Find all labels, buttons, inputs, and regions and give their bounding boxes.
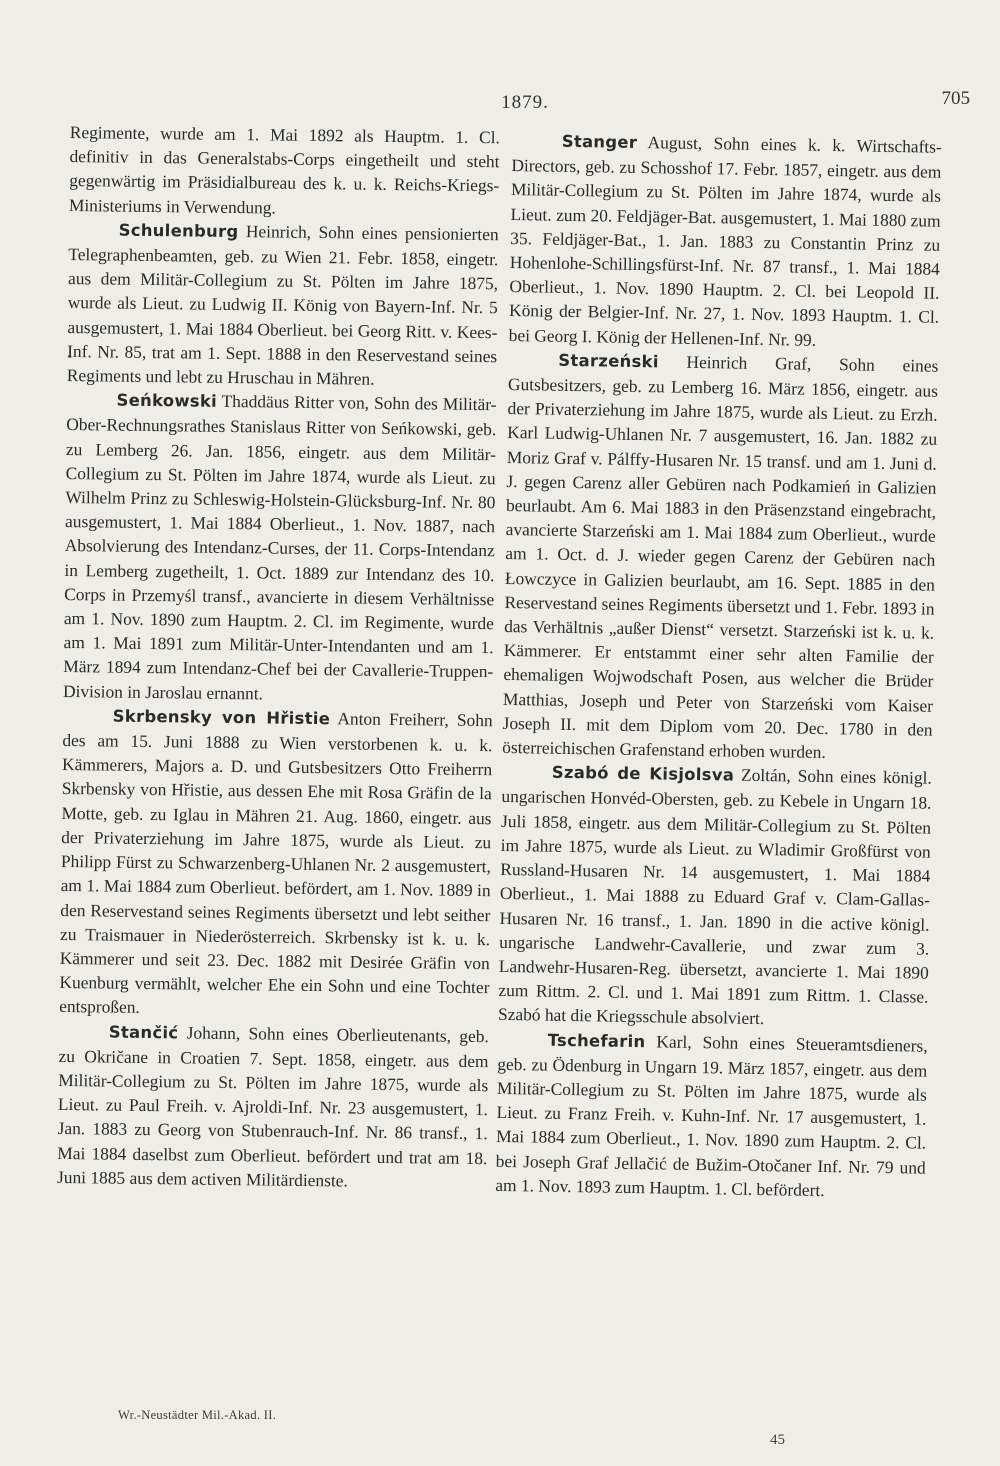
left-column: [57, 120, 500, 1194]
biography-entry-skrbensky: [59, 703, 493, 1024]
entry-name: Skrbensky von Hřistie: [112, 706, 331, 729]
entry-name: Starzeński: [558, 350, 659, 372]
printer-signature: Wr.-Neustädter Mil.-Akad. II.: [118, 1408, 277, 1422]
entry-text: August, Sohn eines k. k. Wirtschafts-Directors, geb. zu Schosshof 17. Febr. 1857, eingetr. aus dem Militär-Collegium zu St. Pölten im Jahre 1874, wurde als Lieut. zum 20. Feldjäger-Bat. ausgemustert, 1. Mai 1880 zum 35. Feldjäger-Bat., 1. Jan. 1883 zu Constantin Prinz zu Hohenlohe-Schillingsfürst-Inf. Nr. 87 transf., 1. Mai 1884 Oberlieut., 1. Nov. 1890 Hauptm. 2. Cl. bei Leopold II. König der Belgier-Inf. Nr. 27, 1. Nov. 1893 Hauptm. 1. Cl. bei Georg I. König der Hellenen-Inf. Nr. 99.: [508, 132, 942, 350]
entry-text: Thaddäus Ritter von, Sohn des Militär-Ober-Rechnungsrathes Stanislaus Ritter von Seńkowski, geb. zu Lemberg 26. Jan. 1856, eingetr. aus dem Militär-Collegium zu St. Pölten im Jahre 1874, wurde als Lieut. zu Wilhelm Prinz zu Schleswig-Holstein-Glücksburg-Inf. Nr. 80 ausgemustert, 1. Mai 1884 Oberlieut., 1. Nov. 1887, nach Absolvierung des Intendanz-Curses, der 11. Corps-Intendanz in Lemberg zugetheilt, 1. Oct. 1889 zur Intendanz des 10. Corps in Przemyśl transf., avancierte in diesem Verhältnisse am 1. Nov. 1890 zum Hauptm. 2. Cl. im Regimente, wurde am 1. Mai 1891 zum Militär-Unter-Intendanten und am 1. März 1894 zum Intendanz-Chef bei der Cavallerie-Truppen-Division in Jaroslau ernannt.: [62, 391, 497, 704]
entry-text: Johann, Sohn eines Oberlieutenants, geb. zu Okričane in Croatien 7. Sept. 1858, eingetr. aus dem Militär-Collegium zu St. Pölten im Jahre 1875, wurde als Lieut. zu Paul Freih. v. Ajroldi-Inf. Nr. 23 ausgemustert, 1. Jan. 1883 zu Georg von Stubenrauch-Inf. Nr. 86 transf., 1. Mai 1884 daselbst zum Oberlieut. befördert und trat am 18. Juni 1885 aus dem activen Militärdienste.: [56, 1022, 489, 1191]
biography-entry-szabo: [498, 759, 932, 1033]
biography-entry-tschefarin: [495, 1026, 928, 1203]
entry-text: Heinrich Graf, Sohn eines Gutsbesitzers, geb. zu Lemberg 16. März 1856, eingetr. aus der Privaterziehung im Jahre 1875, wurde als Lieut. zu Erzh. Karl Ludwig-Uhlanen Nr. 7 ausgemustert, 16. Jan. 1882 zu Moriz Graf v. Pálffy-Husaren Nr. 15 transf. und am 1. Juni d. J. gegen Carenz aller Gebüren nach Podkamień in Galizien beurlaubt. Am 6. Mai 1883 in den Präsenzstand eingebracht, avancierte Starzeński am 1. Mai 1884 zum Oberlieut., wurde am 1. Oct. d. J. wieder gegen Carenz der Gebüren nach Łowczyce in Galizien beurlaubt, am 16. Sept. 1885 in den Reservestand seines Regiments übersetzt und 1. Febr. 1893 in das Verhältnis „außer Dienst“ versetzt. Starzeński ist k. u. k. Kämmerer. Er entstammt einer sehr alten Familie der ehemaligen Wojwodschaft Posen, aus welcher die Brüder Matthias, Joseph und Peter von Starzeński vom Kaiser Joseph II. mit dem Diplom vom 20. Dec. 1780 in den österreichischen Grafenstand erhoben wurden.: [502, 351, 939, 763]
biography-entry-starzenski: [502, 347, 938, 766]
entry-name: Stančić: [108, 1022, 179, 1042]
entry-name: Tschefarin: [547, 1030, 646, 1051]
page-number: 705: [941, 88, 970, 109]
biography-entry-stancic: [57, 1018, 489, 1194]
continuation-paragraph: Regimente, wurde am 1. Mai 1892 als Hauptm. 1. Cl. definitiv in das Generalstabs-Corps eingetheilt und steht gegenwärtig im Präsidialbureau des k. u. k. Reichs-Kriegs-Ministeriums in Verwendung.: [68, 121, 500, 218]
biography-entry-stanger: [509, 128, 942, 354]
entry-text: Anton Freiherr, Sohn des am 15. Juni 1888 zu Wien verstorbenen k. u. k. Kämmerers, Majors a. D. und Gutsbesitzers Otto Freiherrn Skrbensky von Hřistie, aus dessen Ehe mit Rosa Gräfin de la Motte, geb. zu Iglau in Mähren 21. Aug. 1860, eingetr. aus der Privaterziehung im Jahre 1875, wurde als Lieut. zu Philipp Fürst zu Schwarzenberg-Uhlanen Nr. 2 ausgemustert, am 1. Mai 1884 zum Oberlieut. befördert, am 1. Nov. 1889 in den Reservestand seines Regiments übersetzt und lebt seither zu Traismauer in Niederösterreich. Skrbensky ist k. u. k. Kämmerer und seit 23. Dec. 1882 mit Desirée Gräfin von Kuenburg vermählt, welcher Ehe ein Sohn und eine Tochter entsproßen.: [59, 708, 493, 1018]
entry-name: Stanger: [561, 131, 638, 152]
biography-entry-schulenburg: [67, 217, 499, 393]
entry-name: Szabó de Kisjolsva: [551, 762, 735, 785]
entry-text: Zoltán, Sohn eines königl. ungarischen Honvéd-Obersten, geb. zu Kebele in Ungarn 18. Juli 1858, eingetr. aus dem Militär-Collegium zu St. Pölten im Jahre 1875, wurde als Lieut. zu Wladimir Großfürst von Russland-Husaren Nr. 14 ausgemustert, 1. Mai 1884 Oberlieut., 1. Mai 1888 zu Eduard Graf v. Clam-Gallas-Husaren Nr. 16 transf., 1. Jan. 1890 in die active königl. ungarische Landwehr-Cavallerie, und zwar zum 3. Landwehr-Husaren-Reg. übersetzt, avancierte 1. Mai 1890 zum Rittm. 2. Cl. und 1. Mai 1891 zum Rittm. 1. Classe. Szabó hat die Kriegsschule absolviert.: [497, 764, 932, 1029]
entry-name: Schulenburg: [118, 220, 239, 241]
entry-text: Karl, Sohn eines Steueramtsdieners, geb. zu Ödenburg in Ungarn 19. März 1857, eingetr. aus dem Militär-Collegium zu St. Pölten im Jahre 1875, wurde als Lieut. zu Franz Freih. v. Kuhn-Inf. Nr. 17 ausgemustert, 1. Mai 1884 zum Oberlieut., 1. Nov. 1890 zum Hauptm. 2. Cl. bei Joseph Graf Jellačić de Bužim-Otočaner Inf. Nr. 79 und am 1. Nov. 1893 zum Hauptm. 1. Cl. befördert.: [495, 1030, 928, 1200]
sheet-number: 45: [770, 1432, 785, 1448]
right-column: [495, 128, 942, 1204]
biography-entry-senkowski: [63, 387, 497, 708]
entry-name: Seńkowski: [116, 390, 218, 412]
running-head-year: 1879.: [501, 92, 549, 113]
entry-text: Heinrich, Sohn eines pensionierten Telegraphenbeamten, geb. zu Wien 21. Febr. 1858, eingetr. aus dem Militär-Collegium zu St. Pölten im Jahre 1875, wurde als Lieut. zu Ludwig II. König von Bayern-Inf. Nr. 5 ausgemustert, 1. Mai 1884 Oberlieut. bei Georg Ritt. v. Kees-Inf. Nr. 85, trat am 1. Sept. 1888 in den Reservestand seines Regiments und lebt zu Hruschau in Mähren.: [66, 220, 499, 389]
